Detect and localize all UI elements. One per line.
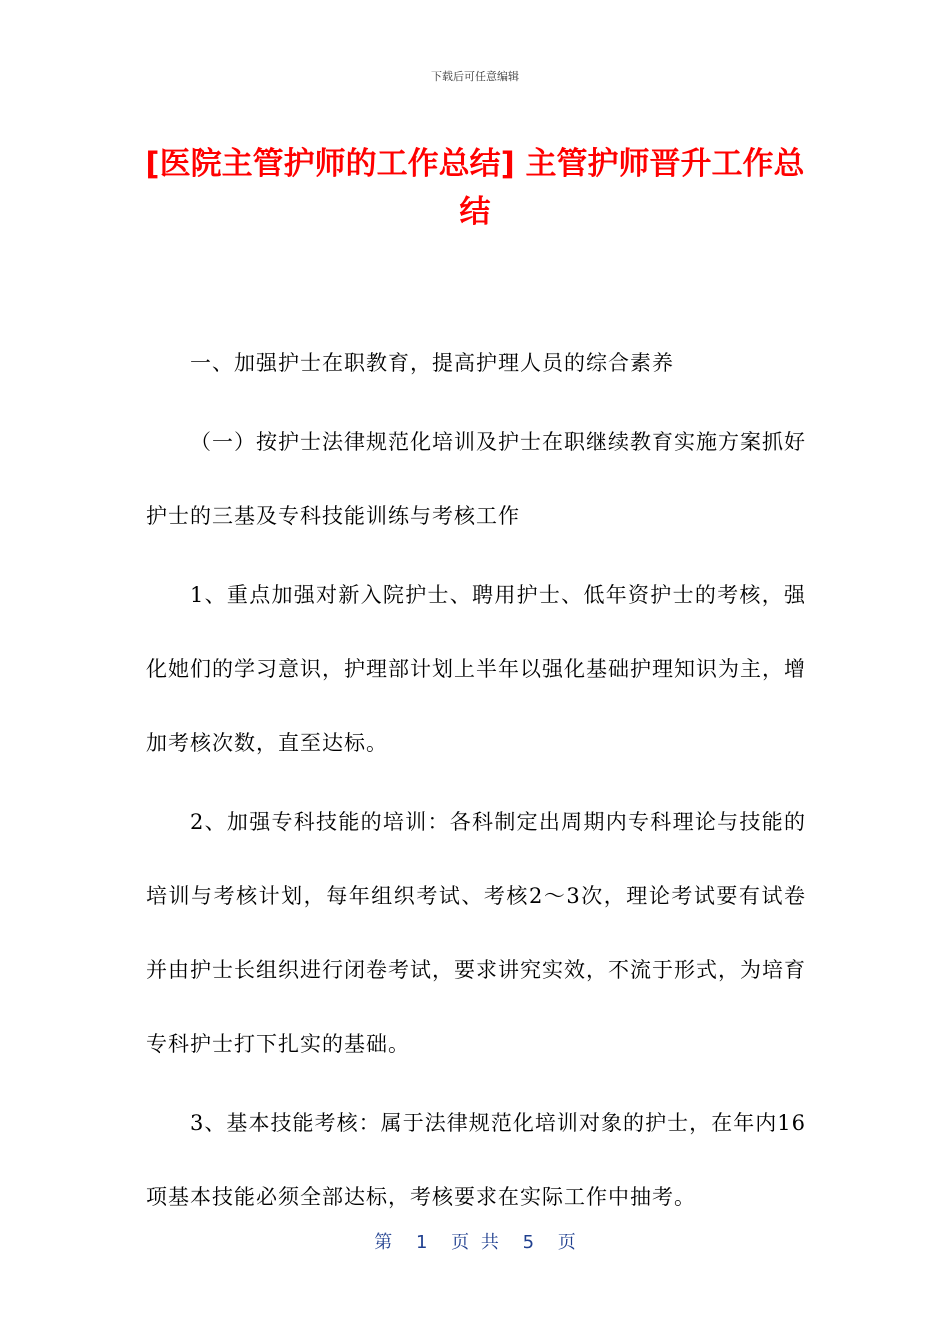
- footer-page-label: 第: [374, 1232, 393, 1253]
- document-body: [146, 326, 806, 1239]
- paragraph-item-3: 3、基本技能考核：属于法律规范化培训对象的护士，在年内16项基本技能必须全部达标，考核要求在实际工作中抽考。: [146, 1111, 806, 1209]
- header-note: 下载后可任意编辑: [431, 70, 519, 83]
- footer-page-total: 5: [522, 1232, 535, 1253]
- document-title: [医院主管护师的工作总结] 主管护师晋升工作总结: [145, 146, 805, 230]
- paragraph-section-heading: 一、加强护士在职教育，提高护理人员的综合素养: [190, 351, 674, 375]
- paragraph-item-2: 2、加强专科技能的培训：各科制定出周期内专科理论与技能的培训与考核计划，每年组织考试、考核2～3次，理论考试要有试卷并由护士长组织进行闭卷考试，要求讲究实效，不流于形式，为培育专科护士打下扎实的基础。: [146, 810, 806, 1056]
- footer-page-mid: 页 共: [451, 1232, 499, 1253]
- paragraph-item-1: 1、重点加强对新入院护士、聘用护士、低年资护士的考核，强化她们的学习意识，护理部计划上半年以强化基础护理知识为主，增加考核次数，直至达标。: [146, 583, 806, 755]
- paragraph-subsection: （一）按护士法律规范化培训及护士在职继续教育实施方案抓好护士的三基及专科技能训练与考核工作: [146, 430, 806, 528]
- footer-page-end: 页: [557, 1232, 576, 1253]
- page-footer: [0, 1228, 950, 1254]
- footer-page-current: 1: [415, 1232, 428, 1253]
